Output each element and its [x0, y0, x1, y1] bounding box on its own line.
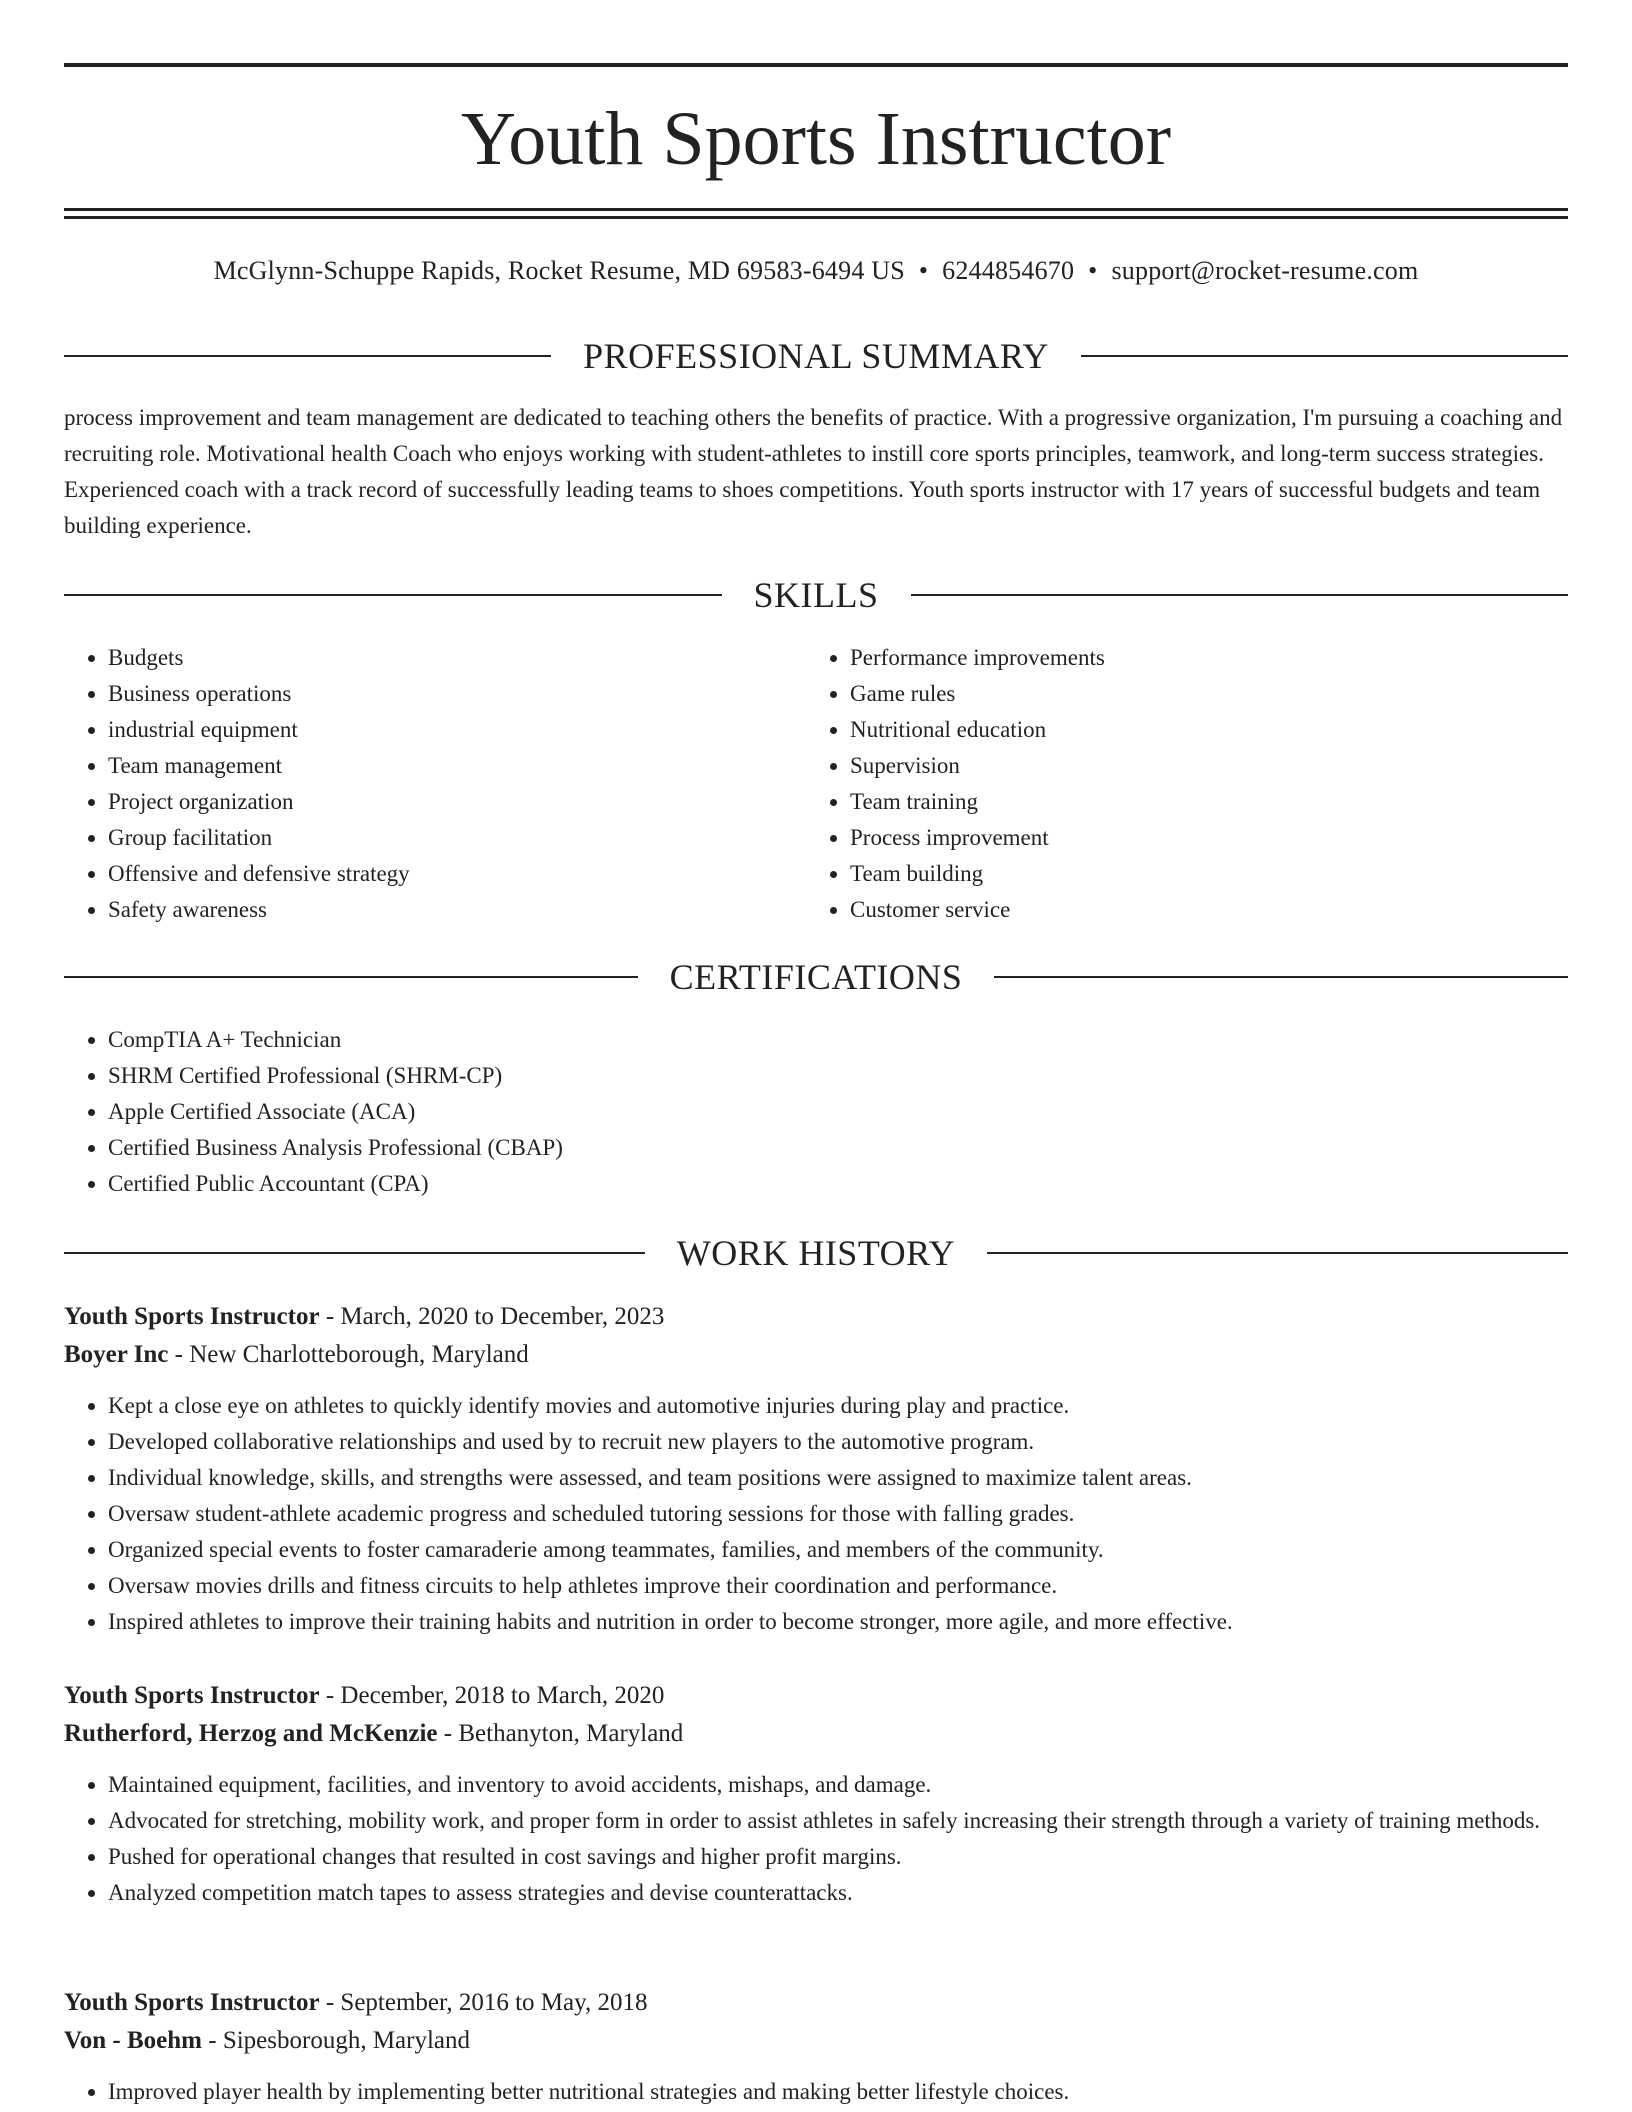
skill-item: • industrial equipment — [108, 712, 804, 748]
certification-item: • Certified Business Analysis Professional (CBAP) — [108, 1130, 1568, 1166]
contact-email: support@rocket-resume.com — [1111, 256, 1419, 285]
skill-item: • Customer service — [850, 892, 1568, 928]
job-title: Youth Sports Instructor — [64, 1303, 320, 1330]
section-rule — [64, 594, 722, 596]
job-company: Rutherford, Herzog and McKenzie — [64, 1720, 438, 1747]
header-bottom-rule — [64, 208, 1568, 211]
header-bottom-rule-second — [64, 216, 1568, 219]
section-title: SKILLS — [753, 575, 879, 615]
job-bullet: • Advocated for stretching, mobility work, and proper form in order to assist athletes in safely increasing their strength through a variety of training methods. — [108, 1803, 1568, 1839]
job-location: - New Charlotteborough, Maryland — [168, 1341, 529, 1368]
skills-column-right — [806, 640, 1568, 928]
skill-item: • Nutritional education — [850, 712, 1568, 748]
contact-address: McGlynn-Schuppe Rapids, Rocket Resume, MD 69583-6494 US — [213, 256, 905, 285]
section-title: WORK HISTORY — [676, 1233, 956, 1273]
skill-item: • Business operations — [108, 676, 804, 712]
skill-item: • Process improvement — [850, 820, 1568, 856]
header-top-rule — [64, 63, 1568, 67]
skill-item: • Performance improvements — [850, 640, 1568, 676]
job-bullets — [64, 2074, 1568, 2110]
section-heading-skills — [64, 573, 1568, 617]
skill-item: • Team training — [850, 784, 1568, 820]
job-company: Boyer Inc — [64, 1341, 169, 1368]
job-dates: - December, 2018 to March, 2020 — [319, 1682, 665, 1709]
job-title: Youth Sports Instructor — [64, 1989, 320, 2016]
job-company-line — [64, 1715, 1568, 1753]
job-title-line — [64, 1984, 1568, 2022]
summary-paragraph: process improvement and team management are dedicated to teaching others the benefits of practice. With a progressive organization, I'm pursuing a coaching and recruiting role. Motivational health Coach who enjoys working with student-athletes to instill core sports principles, teamwork, and long-term success strategies. Experienced coach with a track record of successfully leading teams to shoes competitions. Youth sports instructor with 17 years of successful budgets and team building experience. — [64, 405, 1563, 538]
job-bullet: • Oversaw student-athlete academic progress and scheduled tutoring sessions for those with falling grades. — [108, 1496, 1568, 1532]
section-rule — [1081, 355, 1568, 357]
job-bullet: • Kept a close eye on athletes to quickly identify movies and automotive injuries during play and practice. — [108, 1388, 1568, 1424]
job-bullet: • Inspired athletes to improve their training habits and nutrition in order to become stronger, more agile, and more effective. — [108, 1604, 1568, 1640]
certification-item: • CompTIA A+ Technician — [108, 1022, 1568, 1058]
job-company-line — [64, 2022, 1568, 2060]
skill-item: • Team management — [108, 748, 804, 784]
job-bullets — [64, 1388, 1568, 1640]
section-rule — [987, 1252, 1568, 1254]
job-bullets — [64, 1767, 1568, 1911]
contact-phone: 6244854670 — [942, 256, 1075, 285]
section-title: PROFESSIONAL SUMMARY — [583, 336, 1049, 376]
certification-item: • SHRM Certified Professional (SHRM-CP) — [108, 1058, 1568, 1094]
skill-item: • Team building — [850, 856, 1568, 892]
skills-list-left — [64, 640, 804, 928]
section-heading-work-history — [64, 1231, 1568, 1275]
skill-item: • Group facilitation — [108, 820, 804, 856]
job-title-line — [64, 1298, 1568, 1336]
job-title: Youth Sports Instructor — [64, 1682, 320, 1709]
skill-item: • Budgets — [108, 640, 804, 676]
certification-item: • Apple Certified Associate (ACA) — [108, 1094, 1568, 1130]
skill-item: • Project organization — [108, 784, 804, 820]
contact-separator: • — [1088, 256, 1098, 285]
section-heading-summary — [64, 334, 1568, 378]
job-entry — [64, 1984, 1568, 2110]
job-bullet: • Oversaw movies drills and fitness circuits to help athletes improve their coordination and performance. — [108, 1568, 1568, 1604]
section-rule — [64, 355, 551, 357]
certifications-list — [64, 1022, 1568, 1202]
certification-item: • Certified Public Accountant (CPA) — [108, 1166, 1568, 1202]
job-title-line — [64, 1677, 1568, 1715]
skill-item: • Game rules — [850, 676, 1568, 712]
resume-title: Youth Sports Instructor — [460, 97, 1172, 181]
skill-item: • Offensive and defensive strategy — [108, 856, 804, 892]
job-bullet: • Analyzed competition match tapes to assess strategies and devise counterattacks. — [108, 1875, 1568, 1911]
job-bullet: • Organized special events to foster camaraderie among teammates, families, and members of the community. — [108, 1532, 1568, 1568]
skills-column-left — [64, 640, 804, 928]
skill-item: • Supervision — [850, 748, 1568, 784]
job-company-line — [64, 1336, 1568, 1374]
job-dates: - March, 2020 to December, 2023 — [319, 1303, 665, 1330]
certifications-block — [64, 1022, 1568, 1202]
section-rule — [994, 976, 1568, 978]
job-bullet: • Individual knowledge, skills, and strengths were assessed, and team positions were assigned to maximize talent areas. — [108, 1460, 1568, 1496]
section-rule — [911, 594, 1569, 596]
contact-line — [64, 254, 1568, 288]
job-bullet: • Improved player health by implementing better nutritional strategies and making better lifestyle choices. — [108, 2074, 1568, 2110]
job-bullet: • Developed collaborative relationships and used by to recruit new players to the automotive program. — [108, 1424, 1568, 1460]
section-rule — [64, 1252, 645, 1254]
job-dates: - September, 2016 to May, 2018 — [319, 1989, 648, 2016]
contact-separator: • — [918, 256, 929, 285]
job-location: - Sipesborough, Maryland — [202, 2027, 471, 2054]
skill-item: • Safety awareness — [108, 892, 804, 928]
job-company: Von - Boehm — [64, 2027, 202, 2054]
job-entry — [64, 1298, 1568, 1640]
section-title: CERTIFICATIONS — [669, 957, 963, 997]
job-bullet: • Pushed for operational changes that resulted in cost savings and higher profit margins. — [108, 1839, 1568, 1875]
job-location: - Bethanyton, Maryland — [437, 1720, 684, 1747]
section-rule — [64, 976, 638, 978]
skills-list-right — [806, 640, 1568, 928]
section-heading-certifications — [64, 955, 1568, 999]
job-entry — [64, 1677, 1568, 1911]
job-bullet: • Maintained equipment, facilities, and inventory to avoid accidents, mishaps, and damage. — [108, 1767, 1568, 1803]
